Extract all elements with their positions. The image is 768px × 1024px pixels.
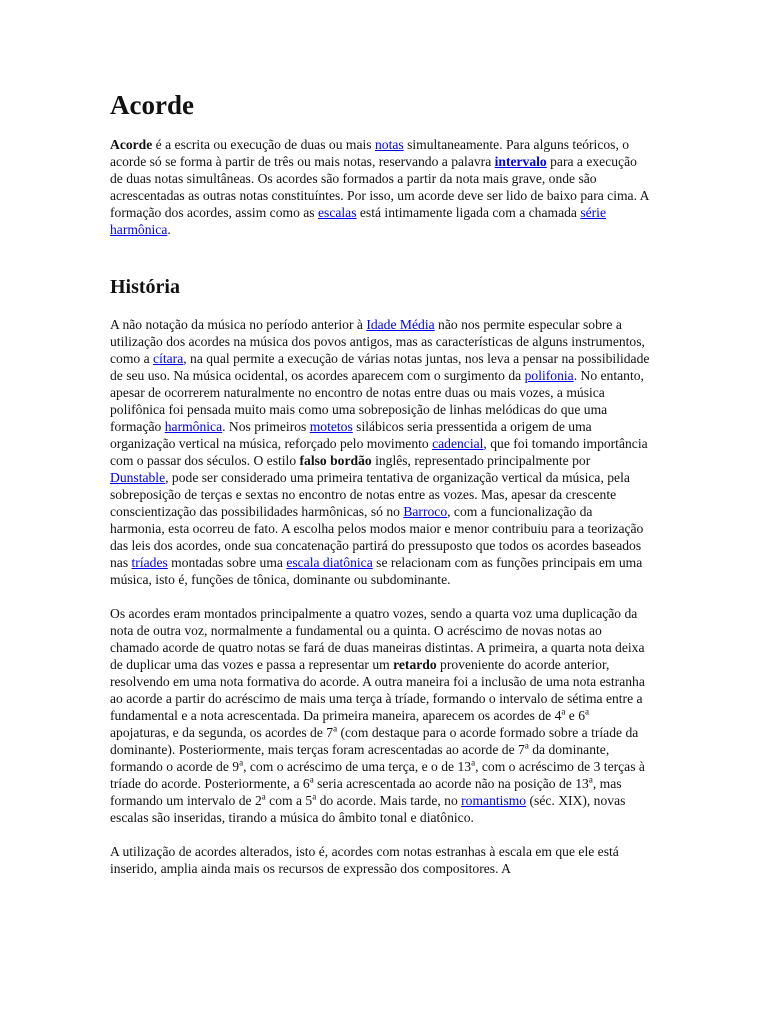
historia-paragraph-2: Os acordes eram montados principalmente a quatro vozes, sendo a quarta voz uma duplicação da nota de outra voz, normalmente a fundamental ou a quinta. O acréscimo de novas notas ao chamado acorde de quatro notas se fará de duas maneiras distintas. A primeira, a quarta nota deixa de duplicar uma das vozes e passa a representar um retardo proveniente do acorde anterior, resolvendo em uma nota formativa do acorde. A outra maneira foi a inclusão de uma nota estranha ao acorde a partir do acréscimo de mais uma terça à tríade, formando o intervalo de sétima entre a fundamental e a nota acrescentada. Da primeira maneira, aparecem os acordes de 4$^a$ e 6$^a$ apojaturas, e da segunda, os acordes de 7$^a$ (com destaque para o acorde formado sobre a tríade da dominante). Posteriormente, mais terças foram acrescentadas ao acorde de 7$^a$ da dominante, formando o acorde de 9$^a$, com o acréscimo de uma terça, e o de 13$^a$, com o acréscimo de 3 terças à tríade do acorde. Posteriormente, a 6$^a$ seria acrescentada ao acorde não na posição de 13$^a$, mas formando um intervalo de 2$^a$ com a 5$^a$ do acorde. Mais tarde, no romantismo (séc. XIX), novas escalas são inseridas, tirando a música do âmbito tonal e diatônico. [110, 606, 645, 825]
link-escala-diatonica[interactable]: escala diatônica [286, 555, 373, 570]
retardo-bold: retardo [393, 657, 437, 672]
link-barroco[interactable]: Barroco [403, 504, 448, 519]
intro-paragraph: Acorde é a escrita ou execução de duas ou mais notas simultaneamente. Para alguns teóricos, o acorde só se forma à partir de três ou mais notas, reservando a palavra intervalo para a execução de duas notas simultâneas. Os acordes são formados a partir da nota mais grave, onde são acrescentadas as outras notas constituíntes. Por isso, um acorde deve ser lido de baixo para cima. A formação dos acordes, assim como as escalas está intimamente ligada com a chamada série harmônica. [110, 137, 649, 237]
link-romantismo[interactable]: romantismo [461, 793, 527, 808]
link-motetos[interactable]: motetos [309, 419, 353, 434]
link-citara[interactable]: cítara [153, 351, 184, 366]
link-polifonia[interactable]: polifonia [524, 368, 574, 383]
link-escalas[interactable]: escalas [318, 205, 357, 220]
link-harmonica[interactable]: harmônica [164, 419, 223, 434]
link-notas[interactable]: notas [374, 137, 404, 152]
link-intervalo[interactable]: intervalo [494, 154, 547, 169]
link-serie-harmonica[interactable]: série harmônica [110, 205, 606, 237]
link-triades[interactable]: tríades [131, 555, 168, 570]
historia-paragraph-3: A utilização de acordes alterados, isto é, acordes com notas estranhas à escala em que ele está inserido, amplia ainda mais os recursos de expressão dos compositores. A [110, 844, 619, 876]
article [110, 88, 650, 894]
link-idade-media[interactable]: Idade Média [366, 317, 435, 332]
falso-bordao-bold: falso bordão [299, 453, 372, 468]
page-title: Acorde [110, 90, 194, 120]
link-cadencial[interactable]: cadencial [432, 436, 484, 451]
term-bold: Acorde [110, 137, 153, 152]
link-dunstable[interactable]: Dunstable [110, 470, 166, 485]
historia-paragraph-1: A não notação da música no período anterior à Idade Média não nos permite especular sobre a utilização dos acordes na música dos povos antigos, mas as características de alguns instrumentos, como a cítara, na qual permite a execução de várias notas juntas, nos leva a pensar na possibilidade de seu uso. Na música ocidental, os acordes aparecem com o surgimento da polifonia. No entanto, apesar de ocorrerem naturalmente no encontro de notas entre duas ou mais vozes, a música polifônica foi pensada muito mais como uma sobreposição de linhas melódicas do que uma formação harmônica. Nos primeiros motetos silábicos seria pressentida a origem de uma organização vertical na música, reforçado pelo movimento cadencial, que foi tomando importância com o passar dos séculos. O estilo falso bordão inglês, representado principalmente por Dunstable, pode ser considerado uma primeira tentativa de organização vertical da música, pela sobreposição de terças e sextas no encontro de notas entre as vozes. Mas, apesar da crescente conscientização das possibilidades harmônicas, só no Barroco, com a funcionalização da harmonia, esta ocorreu de fato. A escolha pelos modos maior e menor contribuiu para a teorização das leis dos acordes, onde sua concatenação partirá do pressuposto que todos os acordes baseados nas tríades montadas sobre uma escala diatônica se relacionam com as funções principais em uma música, isto é, funções de tônica, dominante ou subdominante. [110, 317, 650, 587]
section-heading-historia: História [110, 276, 180, 298]
